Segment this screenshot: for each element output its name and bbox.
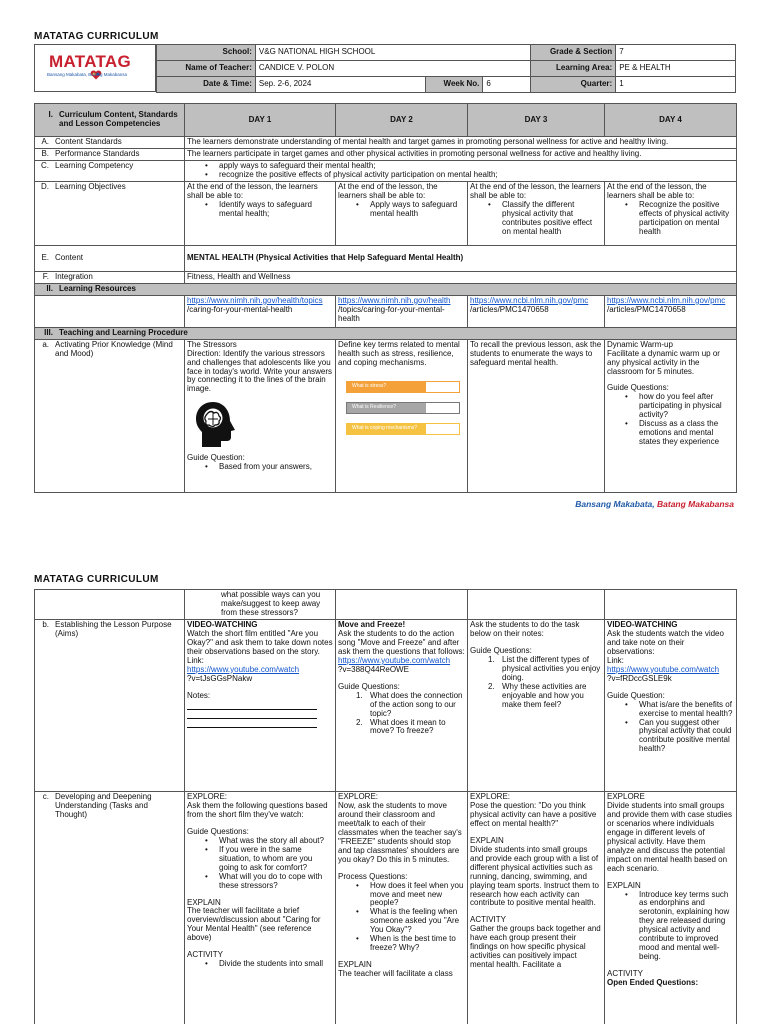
resource-day3: https://www.ncbi.nlm.nih.gov/pmc /articles/PMC1470658: [468, 295, 605, 327]
school-value: V&G NATIONAL HIGH SCHOOL: [255, 45, 530, 61]
prior-knowledge-day1: The Stressors Direction: Identify the various stressors and challenges that adolescents like you face in today's world. Write your answers by connecting it to the lines of the brain image. Guide Question: • Based from your answers,: [185, 339, 336, 492]
resource-link[interactable]: https://www.ncbi.nlm.nih.gov/pmc: [607, 295, 726, 305]
teacher-value: CANDICE V. POLON: [255, 61, 530, 77]
resource-day1: https://www.nimh.nih.gov/health/topics /caring-for-your-mental-health: [185, 295, 336, 327]
deepening-day4: EXPLORE Divide students into small groups and provide them with case studies or scenarios where individuals engage in different levels of physical activity. Have them analyze and discuss the potential impact on mental health based on each scenario. EXPLAIN • Introduce key terms such as endorphins and serotonin, explaining how they are released during physical activity and contribute to improved mood and mental well-being. ACTIVITY Open Ended Questions:: [605, 792, 737, 1024]
content-standards-text: The learners demonstrate understanding of mental health and target games in promoting personal wellness for active and healthy living.: [185, 137, 737, 149]
week-label: Week No.: [426, 77, 483, 93]
objectives-day4: At the end of the lesson, the learners shall be able to: • Recognize the positive effects of physical activity participation on mental health: [605, 181, 737, 245]
table-row: [35, 181, 737, 245]
table-row: [35, 160, 737, 181]
day-header: DAY 3: [468, 104, 605, 137]
logo-wordmark: MATATAG: [49, 52, 132, 71]
area-value: PE & HEALTH: [616, 61, 736, 77]
video-link[interactable]: https://www.youtube.com/watch: [187, 664, 300, 674]
row-label: F. Integration: [35, 271, 185, 283]
coping-chip: What is coping mechanisms?: [346, 423, 460, 435]
table-row: [35, 339, 737, 492]
row-label: B. Performance Standards: [35, 148, 185, 160]
table-row: [35, 148, 737, 160]
lesson-plan-table: [34, 103, 737, 493]
day-header: DAY 1: [185, 104, 336, 137]
list-item: • recognize the positive effects of physical activity participation on mental health;: [205, 171, 734, 180]
stress-chip: What is stress?: [346, 381, 460, 393]
objectives-day1: At the end of the lesson, the learners shall be able to: • Identify ways to safeguard mental health;: [185, 181, 336, 245]
notes-line[interactable]: [187, 719, 317, 728]
date-value: Sep. 2-6, 2024: [255, 77, 426, 93]
deepening-day2: EXPLORE: Now, ask the students to move around their classroom and meet/talk to each of their classmates when the teacher say's "FREEZE" students should stop and tap classmates' shoulders are you okay? Do this in 5 minutes. Process Questions: • How does it feel when you move and meet new people? • What is the feeling when someone asked you "Are You Okay"? • When is the best time to freeze? Why? EXPLAIN The teacher will facilitate a class: [336, 792, 468, 1024]
row-label: C. Learning Competency: [35, 160, 185, 181]
table-row: [35, 792, 737, 1024]
prior-knowledge-day3: To recall the previous lesson, ask the students to enumerate the ways to safeguard mental health.: [468, 339, 605, 492]
integration-text: Fitness, Health and Wellness: [185, 271, 737, 283]
notes-line[interactable]: [187, 710, 317, 719]
objectives-day2: At the end of the lesson, the learners shall be able to: • Apply ways to safeguard mental health: [336, 181, 468, 245]
resource-link[interactable]: https://www.ncbi.nlm.nih.gov/pmc: [470, 295, 589, 305]
lesson-purpose-day4: VIDEO-WATCHING Ask the students watch the video and take note on their observations: Link: https://www.youtube.com/watch ?v=fRDccGSLE9k Guide Question: • What is/are the benefits of exercise to mental health? • Can you suggest other physical activity that could contribute positive mental health?: [605, 620, 737, 792]
prior-knowledge-day1-continued: what possible ways can you make/suggest to keep away from these stressors?: [185, 590, 336, 620]
resources-label-cell: [35, 295, 185, 327]
resilience-chip: What is Resilience?: [346, 402, 460, 414]
date-label: Date & Time:: [157, 77, 256, 93]
curriculum-title: MATATAG CURRICULUM: [34, 574, 159, 585]
video-link[interactable]: https://www.youtube.com/watch: [607, 664, 720, 674]
matatag-logo: [34, 44, 156, 92]
resource-day4: https://www.ncbi.nlm.nih.gov/pmc /articles/PMC1470658: [605, 295, 737, 327]
row-label: D. Learning Objectives: [35, 181, 185, 245]
content-text: MENTAL HEALTH (Physical Activities that Help Safeguard Mental Health): [185, 245, 737, 271]
resource-link[interactable]: https://www.nimh.nih.gov/health/topics: [187, 295, 323, 305]
row-label: b. Establishing the Lesson Purpose (Aims): [35, 620, 185, 792]
table-row: [35, 620, 737, 792]
objectives-day3: At the end of the lesson, the learners shall be able to: • Classify the different physical activity that contributes positive effect on mental health: [468, 181, 605, 245]
row-label: a. Activating Prior Knowledge (Mind and Mood): [35, 339, 185, 492]
prior-knowledge-day2: Define key terms related to mental health such as stress, resilience, and coping mechanisms. What is stress? What is Resilience? What is coping mechanisms?: [336, 339, 468, 492]
resource-day2: https://www.nimh.nih.gov/health /topics/caring-for-your-mental-health: [336, 295, 468, 327]
section-band: III. Teaching and Learning Procedure: [35, 327, 737, 339]
week-value: 6: [483, 77, 531, 93]
table-row: [35, 137, 737, 149]
table-row: [35, 245, 737, 271]
lesson-plan-table-continued: [34, 589, 737, 1024]
table-row: [35, 271, 737, 283]
quarter-value: 1: [616, 77, 736, 93]
lesson-purpose-day2: Move and Freeze! Ask the students to do the action song "Move and Freeze" and after ask them the questions that follows: https://www.youtube.com/watch ?v=388Q44ReOWE Guide Questions: 1. What does the connection of the action song to our topic? 2. What does it mean to move? To freeze?: [336, 620, 468, 792]
list-item: • apply ways to safeguard their mental health;: [205, 162, 734, 171]
performance-standards-text: The learners participate in target games and other physical activities in promoting personal wellness for active and healthy living.: [185, 148, 737, 160]
day-header: DAY 2: [336, 104, 468, 137]
quarter-label: Quarter:: [531, 77, 616, 93]
header-info-table: [156, 44, 736, 93]
row-label: A. Content Standards: [35, 137, 185, 149]
competency-cell: [185, 160, 737, 181]
brain-head-icon: [193, 400, 237, 450]
logo-tagline: Bansang Makabata, Batang Makabansa: [47, 72, 128, 77]
section-header-cell: I. Curriculum Content, Standards and Lesson Competencies: [35, 104, 185, 137]
row-label: E. Content: [35, 245, 185, 271]
day-header: DAY 4: [605, 104, 737, 137]
table-row: [35, 590, 737, 620]
table-row: [35, 295, 737, 327]
footer-motto: Bansang Makabata, Batang Makabansa: [575, 499, 734, 509]
teacher-label: Name of Teacher:: [157, 61, 256, 77]
video-link[interactable]: https://www.youtube.com/watch: [338, 655, 451, 665]
prior-knowledge-day4: Dynamic Warm-up Facilitate a dynamic warm up or any physical activity in the classroom for 5 minutes. Guide Questions: • how do you feel after participating in physical activity? • Discuss as a class the emotions and mental states they experience: [605, 339, 737, 492]
deepening-day1: EXPLORE: Ask them the following questions based from the short film they've watch: Guide Questions: • What was the story all about? • If you were in the same situation, to whom are you going to ask for comfort? • What will you do to cope with these stressors? EXPLAIN The teacher will facilitate a brief overview/discussion about "Caring for Your Mental Health" (see reference above) ACTIVITY • Divide the students into small: [185, 792, 336, 1024]
grade-value: 7: [616, 45, 736, 61]
curriculum-title: MATATAG CURRICULUM: [34, 31, 159, 42]
notes-line[interactable]: [187, 701, 317, 710]
section-band: II. Learning Resources: [35, 283, 737, 295]
deepening-day3: EXPLORE: Pose the question: "Do you think physical activity can have a positive effect on mental health?" EXPLAIN Divide students into small groups and provide each group with a list of different physical activities such as running, dancing, swimming, and playing team sports. Instruct them to research how each activity can contribute to positive mental health. ACTIVITY Gather the groups back together and have each group present their findings on how specific physical activities can positively impact mental health. Facilitate a: [468, 792, 605, 1024]
school-label: School:: [157, 45, 256, 61]
grade-label: Grade & Section: [531, 45, 616, 61]
row-label: [35, 590, 185, 620]
area-label: Learning Area:: [531, 61, 616, 77]
table-header-row: [35, 104, 737, 137]
resource-link[interactable]: https://www.nimh.nih.gov/health: [338, 295, 451, 305]
lesson-purpose-day1: VIDEO-WATCHING Watch the short film entitled "Are you Okay?" and ask them to take down notes their observations based on the story. Link: https://www.youtube.com/watch ?v=tJsGGsPNakw Notes:: [185, 620, 336, 792]
row-label: c. Developing and Deepening Understanding (Tasks and Thought): [35, 792, 185, 1024]
lesson-purpose-day3: Ask the students to do the task below on their notes: Guide Questions: 1. List the different types of physical activities you enjoy doing. 2. Why these activities are enjoyable and how you make them feel?: [468, 620, 605, 792]
